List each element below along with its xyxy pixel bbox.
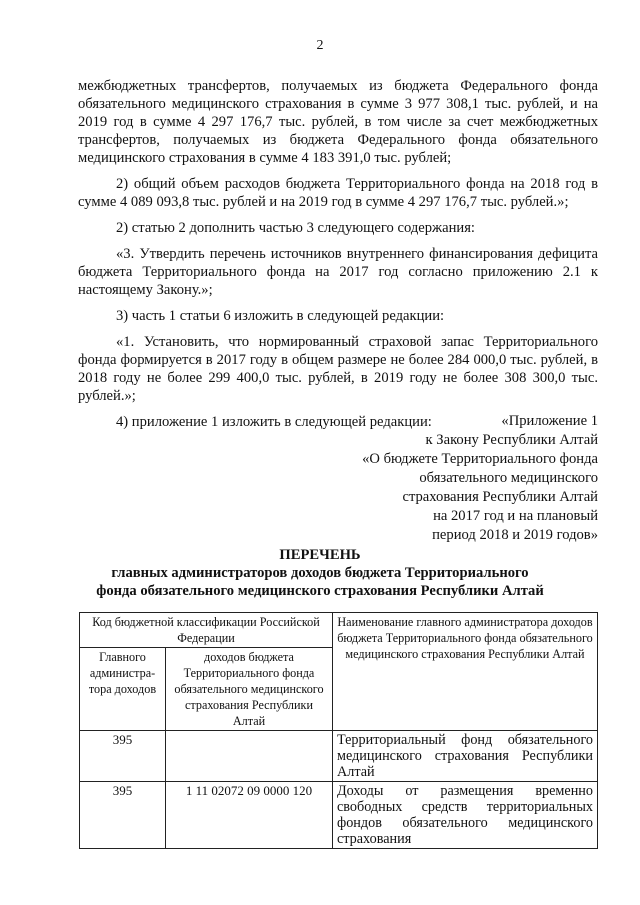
appendix-line: на 2017 год и на плановый	[433, 508, 598, 524]
paragraph: «3. Утвердить перечень источников внутреннего финансирования дефицита бюджета Территориального фонда на 2017 год согласно приложению 2.1 к настоящему Закону.»;	[78, 246, 598, 298]
header-income-code: доходов бюджета Территориального фонда обязательного медицинского страхования Республики Алтай	[166, 648, 333, 731]
title-line: главных администраторов доходов бюджета Территориального	[111, 565, 529, 581]
title-line: фонда обязательного медицинского страхования Республики Алтай	[96, 583, 544, 599]
cell-name: Территориальный фонд обязательного медицинского страхования Республики Алтай	[333, 731, 598, 782]
paragraph: «1. Установить, что нормированный страховой запас Территориального фонда формируется в 2017 году в общем размере не более 284 000,0 тыс. рублей, в 2018 году не более 299 400,0 тыс. рублей, в 2019 году не более 308 300,0 тыс. рублей.»;	[78, 334, 598, 404]
header-budget-classification: Код бюджетной классификации Российской Федерации	[80, 613, 333, 648]
appendix-line: обязательного медицинского	[419, 470, 598, 486]
appendix-line: страхования Республики Алтай	[402, 489, 598, 505]
table-row	[80, 731, 598, 782]
document-title	[0, 546, 640, 600]
cell-admin: 395	[80, 731, 166, 782]
appendix-note	[362, 412, 598, 545]
cell-code: 1 11 02072 09 0000 120	[166, 782, 333, 849]
cell-name: Доходы от размещения временно свободных средств территориальных фондов обязательного медицинского страхования	[333, 782, 598, 849]
appendix-line: «О бюджете Территориального фонда	[362, 451, 598, 467]
table-header-row	[80, 613, 598, 648]
table-row	[80, 782, 598, 849]
header-admin-code: Главного администра-тора доходов	[80, 648, 166, 731]
cell-admin: 395	[80, 782, 166, 849]
paragraph: 3) часть 1 статьи 6 изложить в следующей редакции:	[116, 308, 445, 324]
cell-code	[166, 731, 333, 782]
page-number: 2	[316, 38, 324, 53]
appendix-line: период 2018 и 2019 годов»	[432, 527, 598, 543]
document-body	[78, 77, 598, 439]
title-line: ПЕРЕЧЕНЬ	[279, 547, 361, 563]
paragraph: межбюджетных трансфертов, получаемых из бюджета Федерального фонда обязательного медицинского страхования в сумме 3 977 308,1 тыс. рублей, и на 2019 год в сумме 4 297 176,7 тыс. рублей, в том числе за счет межбюджетных трансфертов, получаемых из бюджета Федерального фонда обязательного медицинского страхования в сумме 4 183 391,0 тыс. рублей;	[78, 78, 598, 166]
paragraph: 2) статью 2 дополнить частью 3 следующего содержания:	[116, 220, 475, 236]
paragraph: 4) приложение 1 изложить в следующей редакции:	[116, 414, 432, 430]
administrators-table	[79, 612, 598, 849]
appendix-line: к Закону Республики Алтай	[425, 432, 598, 448]
header-administrator-name: Наименование главного администратора доходов бюджета Территориального фонда обязательного медицинского страхования Республики Алтай	[333, 613, 598, 731]
paragraph: 2) общий объем расходов бюджета Территориального фонда на 2018 год в сумме 4 089 093,8 тыс. рублей и на 2019 год в сумме 4 297 176,7 тыс. рублей.»;	[78, 176, 598, 210]
appendix-line: «Приложение 1	[501, 413, 598, 429]
